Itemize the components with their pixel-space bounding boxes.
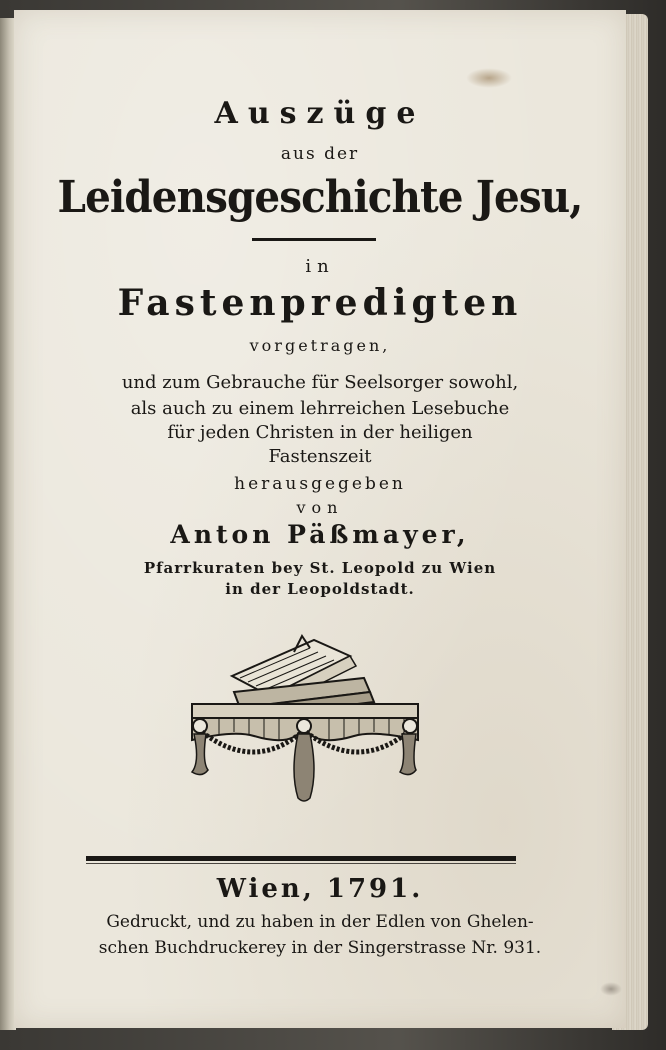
open-book-on-draped-table-icon xyxy=(174,622,434,812)
imprint-place-date: Wien, 1791. xyxy=(216,874,424,904)
imprint-rule-thin xyxy=(86,863,516,864)
title-line-2: aus der xyxy=(280,144,360,164)
description-line-2: als auch zu einem lehrreichen Lesebuche xyxy=(130,398,510,419)
description-line-3: für jeden Christen in der heiligen xyxy=(167,422,473,443)
foxing-stain xyxy=(466,68,512,88)
foxing-stain-small xyxy=(600,982,622,996)
subtitle-fastenpredigten: Fastenpredigten xyxy=(117,282,523,324)
imprint-rule xyxy=(86,856,516,861)
title-line-1: Auszüge xyxy=(214,96,426,131)
line-vorgetragen: vorgetragen, xyxy=(249,336,391,355)
line-von: von xyxy=(296,498,344,517)
author-name: Anton Päßmayer, xyxy=(170,520,470,549)
title-line-3: Leidensgeschichte Jesu, xyxy=(57,172,583,223)
author-title-line-2: in der Leopoldstadt. xyxy=(225,580,415,598)
line-herausgegeben: herausgegeben xyxy=(234,474,406,494)
imprint-line-1: Gedruckt, und zu haben in der Edlen von Ghelen- xyxy=(106,912,534,932)
line-in: in xyxy=(305,256,335,277)
title-page xyxy=(14,10,626,1028)
description-line-1: und zum Gebrauche für Seelsorger sowohl, xyxy=(121,372,519,393)
author-title-line-1: Pfarrkuraten bey St. Leopold zu Wien xyxy=(143,559,497,577)
imprint-line-2: schen Buchdruckerey in der Singerstrasse Nr. 931. xyxy=(98,938,542,958)
title-rule xyxy=(252,238,376,241)
description-line-4: Fastenszeit xyxy=(268,446,372,467)
